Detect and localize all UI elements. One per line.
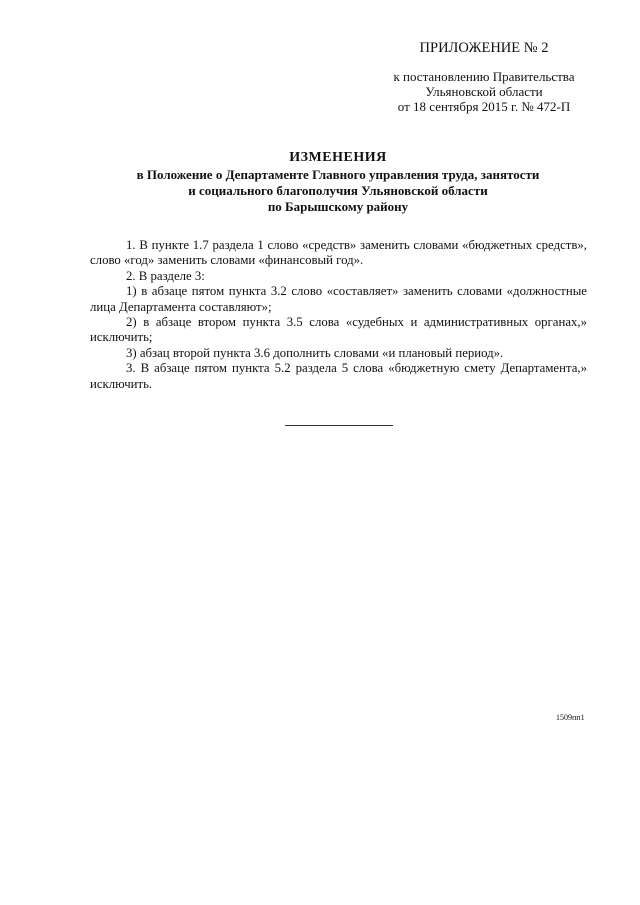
paragraph-item: 3. В абзаце пятом пункта 5.2 раздела 5 слова «бюджетную смету Департамента,» исключить. bbox=[90, 361, 587, 391]
paragraph-item: 1. В пункте 1.7 раздела 1 слово «средств» заменить словами «бюджетных средств», слово «год» заменить словами «финансовый год». bbox=[90, 238, 587, 268]
appendix-date-line: от 18 сентября 2015 г. № 472-П bbox=[397, 99, 571, 114]
document-code: 1509пп1 bbox=[556, 713, 585, 722]
end-divider-line bbox=[285, 425, 393, 426]
paragraph-item: 2) в абзаце втором пункта 3.5 слова «судебных и административных органах,» исключить; bbox=[90, 315, 587, 345]
appendix-reference-line: к постановлению Правительства bbox=[393, 69, 575, 84]
heading-line: и социального благополучия Ульяновской области bbox=[188, 183, 488, 198]
paragraph-item: 2. В разделе 3: bbox=[126, 268, 205, 283]
appendix-block bbox=[374, 40, 594, 114]
heading-line: по Барышскому району bbox=[267, 199, 409, 214]
paragraph-item: 3) абзац второй пункта 3.6 дополнить словами «и плановый период». bbox=[126, 345, 504, 360]
heading-line: в Положение о Департаменте Главного управления труда, занятости bbox=[136, 167, 540, 182]
paragraph-item: 1) в абзаце пятом пункта 3.2 слово «составляет» заменить словами «должностные лица Департамента составляют»; bbox=[90, 284, 587, 314]
heading-title: ИЗМЕНЕНИЯ bbox=[289, 150, 387, 165]
appendix-region-line: Ульяновской области bbox=[425, 84, 543, 99]
document-body bbox=[90, 238, 587, 392]
document-heading bbox=[90, 150, 586, 215]
appendix-title: ПРИЛОЖЕНИЕ № 2 bbox=[419, 40, 549, 56]
